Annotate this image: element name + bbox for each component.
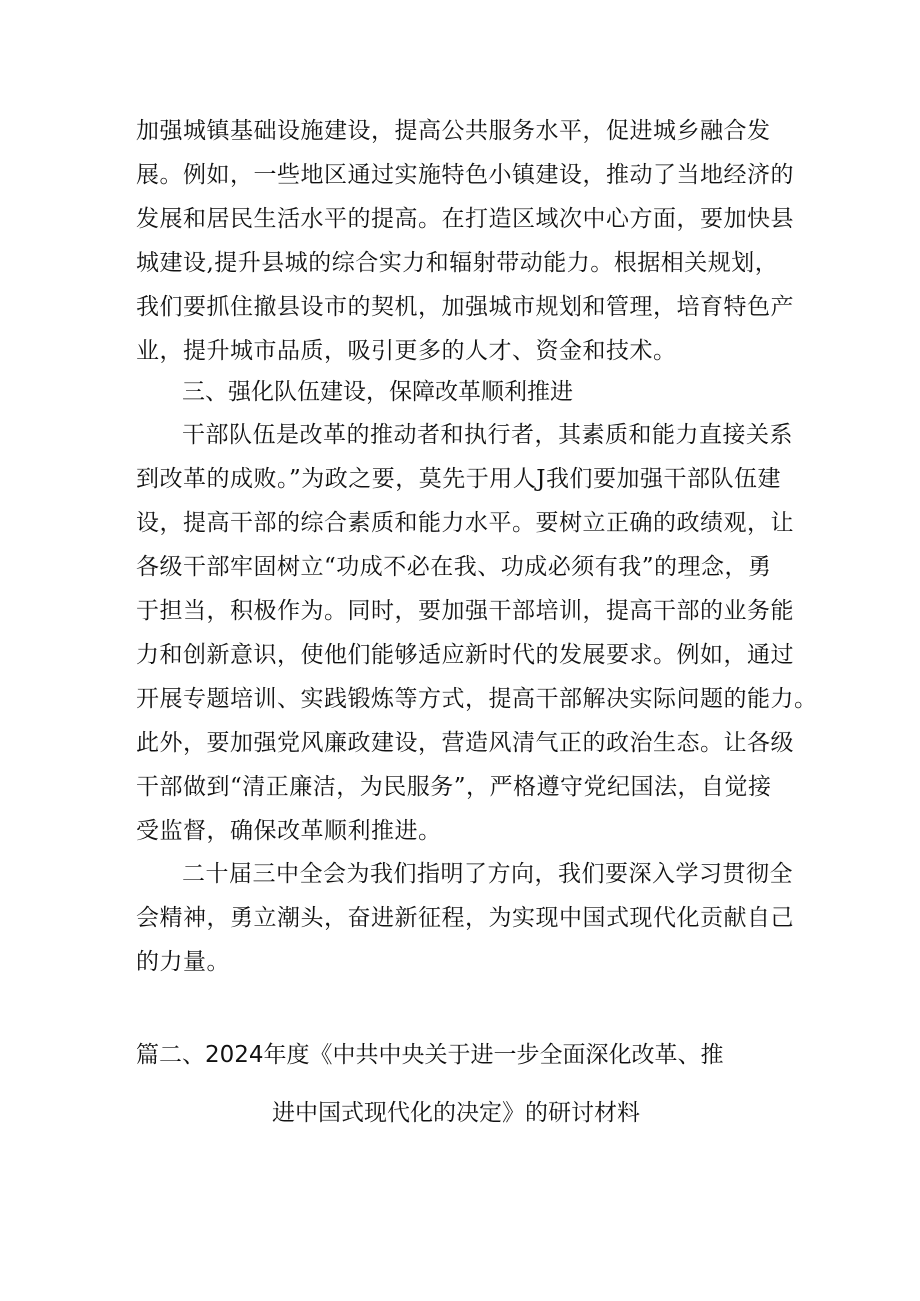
paragraph-1-line-6: 业，提升城市品质，吸引更多的人才、资金和技术。 <box>136 338 677 364</box>
paragraph-1-line-5: 我们要抓住撤县设市的契机，加强城市规划和管理，培育特色产 <box>136 294 794 320</box>
part-2-title-line-2: 进中国式现代化的决定》的研讨材料 <box>272 1100 640 1126</box>
paragraph-3-line-3: 的力量。 <box>136 949 230 975</box>
paragraph-2-line-9: 干部做到“清正廉洁，为民服务”，严格遵守党纪国法，自觉接 <box>136 774 772 800</box>
paragraph-2-line-6: 力和创新意识，使他们能够适应新时代的发展要求。例如，通过 <box>136 642 794 668</box>
paragraph-2-line-8: 此外，要加强党风廉政建设，营造风清气正的政治生态。让各级 <box>136 730 794 756</box>
paragraph-2-line-3: 设，提高干部的综合素质和能力水平。要树立正确的政绩观，让 <box>136 510 794 536</box>
paragraph-2-line-2: 到改革的成败。”为政之要，莫先于用人J我们要加强干部队伍建 <box>136 466 781 492</box>
paragraph-2-line-1: 干部队伍是改革的推动者和执行者，其素质和能力直接关系 <box>182 422 793 448</box>
section-3-heading: 三、强化队伍建设，保障改革顺利推进 <box>182 379 573 405</box>
paragraph-2-line-5: 于担当，积极作为。同时，要加强干部培训，提高干部的业务能 <box>136 598 794 624</box>
part-2-title-line-1: 篇二、2024年度《中共中央关于进一步全面深化改革、推 <box>136 1042 724 1068</box>
paragraph-1-line-2: 展。例如，一些地区通过实施特色小镇建设，推动了当地经济的 <box>136 162 794 188</box>
paragraph-2-line-4: 各级干部牢固树立“功成不必在我、功成必须有我”的理念，勇 <box>136 554 772 580</box>
paragraph-1-line-3: 发展和居民生活水平的提高。在打造区域次中心方面，要加快县 <box>136 206 794 232</box>
paragraph-1-line-1: 加强城镇基础设施建设，提高公共服务水平，促进城乡融合发 <box>136 118 771 144</box>
paragraph-3-line-2: 会精神，勇立潮头，奋进新征程，为实现中国式现代化贡献自己 <box>136 905 794 931</box>
paragraph-2-line-7: 开展专题培训、实践锻炼等方式，提高干部解决实际问题的能力。 <box>136 686 818 712</box>
paragraph-1-line-4: 城建设,提升县城的综合实力和辐射带动能力。根据相关规划， <box>136 250 779 276</box>
paragraph-2-line-10: 受监督，确保改革顺利推进。 <box>136 818 442 844</box>
paragraph-3-line-1: 二十届三中全会为我们指明了方向，我们要深入学习贯彻全 <box>182 861 793 887</box>
